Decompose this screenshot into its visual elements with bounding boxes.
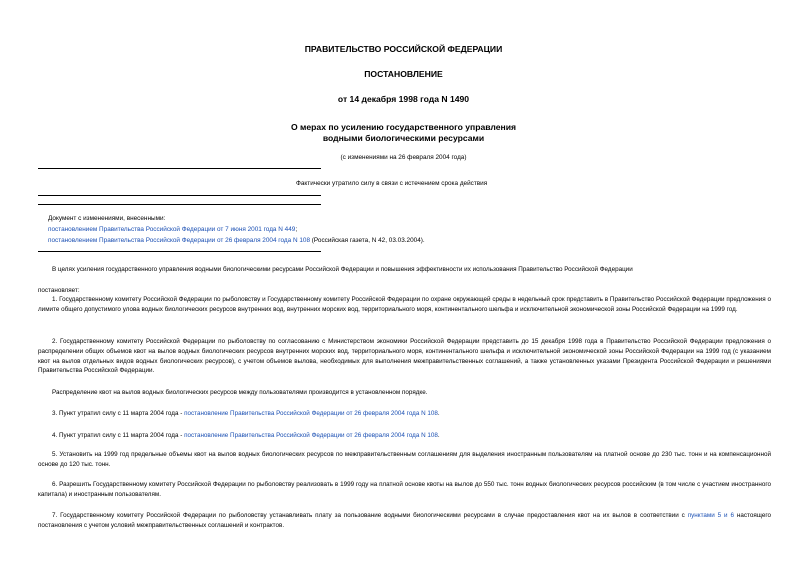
paragraph-6: 6. Разрешить Государственному комитету Российской Федерации по рыболовству реализовать в 1999 году на платной основе квоты на вылов до 550 тыс. тонн водных биологических ресурсов российским (в том числе с участием иностранного капитала) и иностранным пользователям. [38, 481, 771, 498]
paragraph-7-link[interactable]: пунктами 5 и 6 [687, 512, 734, 519]
change-link-2001-suffix: ; [295, 226, 298, 233]
change-item-2 [48, 237, 425, 244]
paragraph-4-end: . [437, 432, 440, 439]
revision-note: (с изменениями на 26 февраля 2004 года) [340, 154, 467, 161]
divider-status-2 [38, 204, 321, 205]
preamble-paragraph: В целях усиления государственного управления водными биологическими ресурсами Российской Федерации и повышения эффективности их использования Правительство Российской Федерации [52, 266, 633, 273]
change-link-2004[interactable]: постановлением Правительства Российской Федерации от 26 февраля 2004 года N 108 [48, 237, 311, 244]
paragraph-2-distribution: Распределение квот на вылов водных биологических ресурсов между пользователями производится в установленном порядке. [52, 389, 428, 396]
paragraph-3-text: 3. Пункт утратил силу с 11 марта 2004 года - [52, 410, 185, 417]
paragraph-7-end: настоящего постановления с учетом условий межправительственных соглашений и контрактов. [38, 512, 772, 529]
title-line-1: О мерах по усилению государственного управления [290, 122, 517, 132]
change-link-2001[interactable]: постановлением Правительства Российской Федерации от 7 июня 2001 года N 449 [48, 226, 296, 233]
paragraph-4-text: 4. Пункт утратил силу с 11 марта 2004 года - [52, 432, 185, 439]
divider-top [38, 168, 321, 169]
paragraph-3-end: . [437, 410, 440, 417]
paragraph-5: 5. Установить на 1999 год предельные объемы квот на вылов водных биологических ресурсов по межправительственным соглашениям для выделения иностранным пользователям на платной основе до 230 тыс. тонн и на компенсационной основе до 120 тыс. тонн. [38, 451, 771, 468]
paragraph-7 [38, 511, 771, 531]
status-note: Фактически утратило силу в связи с истечением срока действия [296, 180, 488, 187]
divider-status-1 [38, 195, 321, 196]
changes-intro: Документ с изменениями, внесенными: [48, 215, 166, 222]
paragraph-2: 2. Государственному комитету Российской Федерации по рыболовству по согласованию с Министерством экономики Российской Федерации представить до 15 декабря 1998 года в Правительство Российской Федерации предложения о распределении общих объемов квот на вылов водных биологических ресурсов внутренних морских вод, территориального моря, континентального шельфа и исключительной экономической зоны Российской Федерации на 1999 год (с указанием квот на вылов отдельных видов водных биологических ресурсов), с учетом объемов вылова, необходимых для выполнения межправительственных соглашений, а также установленных указами Президента Российской Федерации и решениями Правительства Российской Федерации. [38, 338, 771, 375]
paragraph-1: 1. Государственному комитету Российской Федерации по рыболовству и Государственному комитету Российской Федерации по охране окружающей среды в недельный срок представить в Правительство Российской Федерации предложения о лимите общего допустимого улова водных биологических ресурсов внутренних вод, внутренних морских вод, территориального моря, континентального шельфа и исключительной экономической зоны Российской Федерации на 1999 год. [38, 296, 771, 313]
title-line-2: водными биологическими ресурсами [322, 133, 485, 143]
date-number-heading: от 14 декабря 1998 года N 1490 [337, 94, 470, 104]
divider-changes [38, 251, 321, 252]
paragraph-4 [38, 431, 771, 441]
authority-heading: ПРАВИТЕЛЬСТВО РОССИЙСКОЙ ФЕДЕРАЦИИ [304, 44, 503, 54]
resolves-label: постановляет: [38, 287, 80, 294]
paragraph-3 [38, 409, 771, 419]
paragraph-3-link[interactable]: постановление Правительства Российской Федерации от 26 февраля 2004 года N 108 [184, 410, 438, 417]
document-type-heading: ПОСТАНОВЛЕНИЕ [364, 69, 443, 79]
paragraph-4-link[interactable]: постановление Правительства Российской Федерации от 26 февраля 2004 года N 108 [184, 432, 438, 439]
paragraph-7-text: 7. Государственному комитету Российской Федерации по рыболовству устанавливать плату за пользование водными биологическими ресурсами в случае предоставления квот на их вылов в соответствии с [52, 512, 688, 519]
change-link-2004-suffix: (Российская газета, N 42, 03.03.2004). [310, 237, 425, 244]
change-item-1 [48, 226, 297, 233]
